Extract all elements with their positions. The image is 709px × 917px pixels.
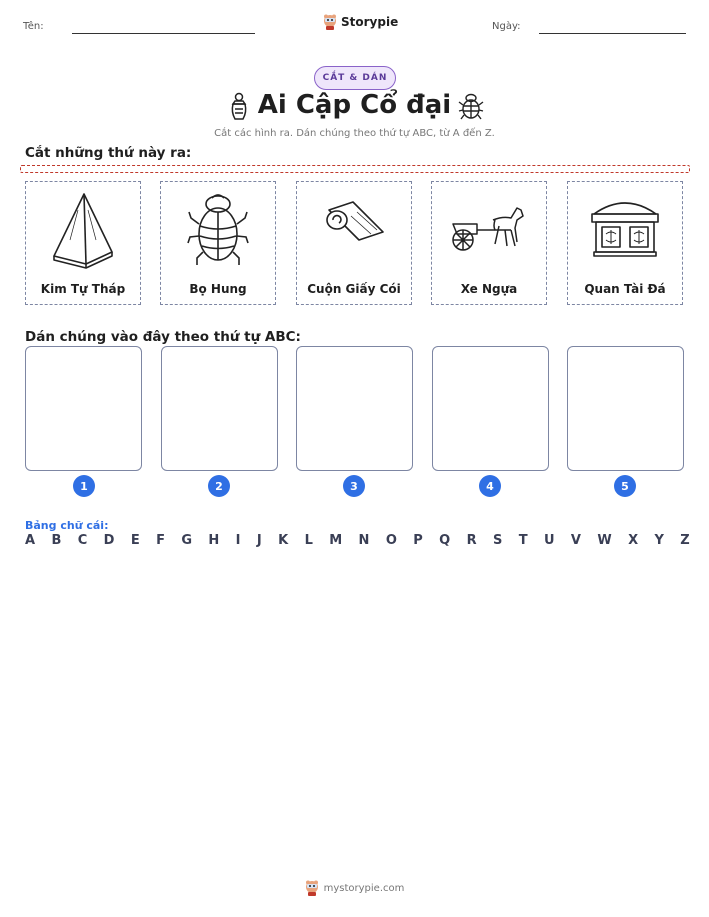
date-label: Ngày: <box>492 21 521 32</box>
slot-number: 5 <box>614 475 636 497</box>
cutout-label: Bọ Hung <box>189 282 247 296</box>
cutout-label: Cuộn Giấy Cói <box>307 282 401 296</box>
chariot-icon <box>449 190 529 270</box>
alphabet-letter: O <box>385 533 397 548</box>
alphabet-letter: W <box>597 533 612 548</box>
paste-slot[interactable] <box>25 346 142 471</box>
alphabet-letter: B <box>51 533 62 548</box>
slot-number: 2 <box>208 475 230 497</box>
brand-logo <box>323 14 398 30</box>
alphabet-letter: E <box>130 533 140 548</box>
slot-number: 1 <box>73 475 95 497</box>
alphabet-letter: D <box>103 533 115 548</box>
alphabet-letter: T <box>518 533 528 548</box>
alphabet-letter: X <box>628 533 639 548</box>
scarab-title-icon <box>458 91 484 121</box>
alphabet-letter: H <box>208 533 220 548</box>
alphabet-letter: C <box>77 533 88 548</box>
alphabet-letter: P <box>413 533 423 548</box>
cut-heading: Cắt những thứ này ra: <box>25 145 192 161</box>
alphabet-title: Bảng chữ cái: <box>25 519 109 532</box>
alphabet-letter: Q <box>439 533 451 548</box>
alphabet-letter: F <box>156 533 165 548</box>
brand-name: Storypie <box>341 15 399 29</box>
canopic-jar-icon <box>228 92 250 122</box>
cut-line <box>20 165 690 173</box>
alphabet-letter: S <box>492 533 503 548</box>
alphabet-row <box>25 533 690 548</box>
alphabet-letter: J <box>256 533 262 548</box>
slot-number: 4 <box>479 475 501 497</box>
instructions: Cắt các hình ra. Dán chúng theo thứ tự ABC, từ A đến Z. <box>214 128 495 139</box>
paste-slot[interactable] <box>296 346 413 471</box>
activity-badge: CẮT & DÁN <box>314 66 396 90</box>
alphabet-letter: M <box>329 533 343 548</box>
paste-slot[interactable] <box>432 346 549 471</box>
alphabet-letter: R <box>466 533 477 548</box>
cutout-label: Xe Ngựa <box>460 282 518 296</box>
alphabet-letter: I <box>235 533 241 548</box>
footer <box>0 880 709 896</box>
page-title: Ai Cập Cổ đại <box>257 90 452 120</box>
alphabet-letter: K <box>278 533 289 548</box>
name-label: Tên: <box>23 21 44 32</box>
date-line[interactable] <box>539 33 686 34</box>
alphabet-letter: Z <box>680 533 690 548</box>
cutout-card[interactable] <box>160 181 276 305</box>
cutout-card[interactable] <box>431 181 547 305</box>
slot-number: 3 <box>343 475 365 497</box>
cutout-card[interactable] <box>25 181 141 305</box>
cutout-card[interactable] <box>296 181 412 305</box>
alphabet-letter: G <box>181 533 193 548</box>
alphabet-letter: A <box>25 533 36 548</box>
cutout-card[interactable] <box>567 181 683 305</box>
alphabet-letter: U <box>543 533 555 548</box>
alphabet-letter: L <box>304 533 313 548</box>
scarab-icon <box>187 190 249 270</box>
sarcophagus-chest-icon <box>588 190 662 270</box>
papyrus-scroll-icon <box>319 190 389 270</box>
paste-slot[interactable] <box>161 346 278 471</box>
name-line[interactable] <box>72 33 255 34</box>
paste-slot[interactable] <box>567 346 684 471</box>
storypie-mascot-icon <box>323 14 337 30</box>
alphabet-letter: N <box>358 533 370 548</box>
alphabet-letter: V <box>570 533 581 548</box>
cutout-label: Kim Tự Tháp <box>40 282 126 296</box>
storypie-mascot-icon <box>305 880 319 896</box>
pyramid-icon <box>48 190 118 270</box>
paste-heading: Dán chúng vào đây theo thứ tự ABC: <box>25 329 301 345</box>
cutout-label: Quan Tài Đá <box>584 282 666 296</box>
footer-site[interactable]: mystorypie.com <box>323 882 405 894</box>
alphabet-letter: Y <box>654 533 664 548</box>
